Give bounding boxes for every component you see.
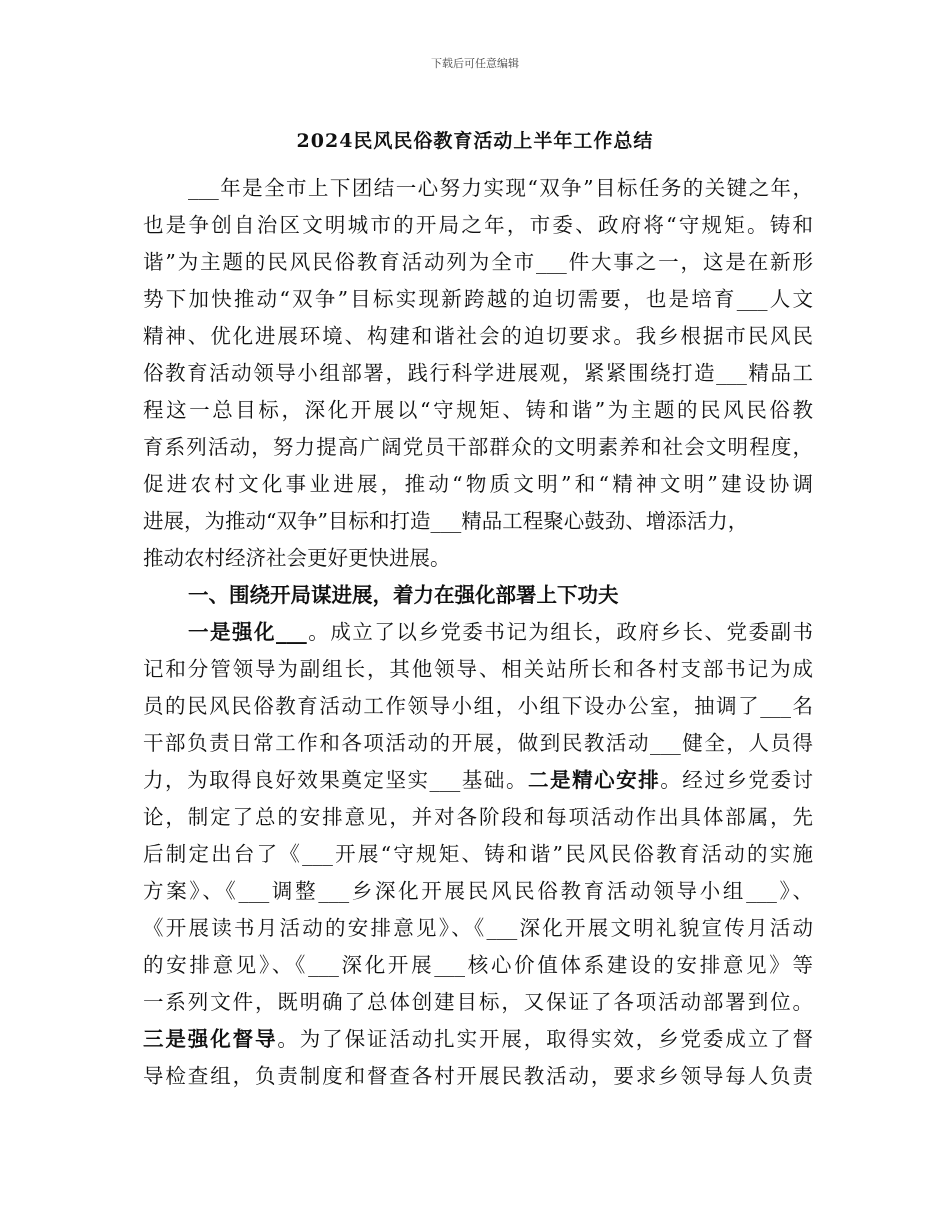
paragraph-line: 一系列文件，既明确了总体创建目标，又保证了各项活动部署到位。: [143, 990, 813, 1014]
bold-lead: 三是强化督导: [143, 1027, 278, 1051]
paragraph-line: 员的民风民俗教育活动工作领导小组，小组下设办公室，抽调了___名: [143, 694, 813, 718]
document-body: [143, 170, 813, 1095]
bold-lead: 一是强化___: [188, 620, 307, 644]
paragraph-line: 俗教育活动领导小组部署，践行科学进展观，紧紧围绕打造___精品工: [143, 361, 813, 385]
paragraph-line: 势下加快推动“双争”目标实现新跨越的迫切需要，也是培育___人文: [143, 287, 813, 311]
paragraph-line: 干部负责日常工作和各项活动的开展，做到民教活动___健全，人员得: [143, 731, 813, 755]
paragraph-line: 的安排意见》、《___深化开展___核心价值体系建设的安排意见》等: [143, 953, 813, 977]
paragraph-line: ___年是全市上下团结一心努力实现“双争”目标任务的关键之年，: [188, 176, 813, 200]
paragraph-line: 育系列活动，努力提高广阔党员干部群众的文明素养和社会文明程度，: [143, 435, 813, 459]
paragraph-line: 论，制定了总的安排意见，并对各阶段和每项活动作出具体部属，先: [143, 805, 813, 829]
bold-lead: 二是精心安排: [527, 768, 661, 792]
paragraph-line: 三是强化督导。为了保证活动扎实开展，取得实效，乡党委成立了督: [143, 1027, 814, 1051]
paragraph-line: 推动农村经济社会更好更快进展。: [143, 546, 451, 570]
paragraph-line: 方案》、《___调整___乡深化开展民风民俗教育活动领导小组___》、: [143, 879, 813, 903]
paragraph-line: 也是争创自治区文明城市的开局之年，市委、政府将“守规矩。铸和: [143, 213, 813, 237]
paragraph-line: 程这一总目标，深化开展以“守规矩、铸和谐”为主题的民风民俗教: [143, 398, 813, 422]
paragraph-line: 精神、优化进展环境、构建和谐社会的迫切要求。我乡根据市民风民: [143, 324, 813, 348]
paragraph-line: 后制定出台了《___开展“守规矩、铸和谐”民风民俗教育活动的实施: [143, 842, 813, 866]
paragraph-line: 促进农村文化事业进展，推动“物质文明”和“精神文明”建设协调: [143, 472, 813, 496]
paragraph-line: 记和分管领导为副组长，其他领导、相关站所长和各村支部书记为成: [143, 657, 813, 681]
header-note: 下载后可任意编辑: [431, 57, 519, 70]
paragraph-line: 力，为取得良好效果奠定坚实___基础。二是精心安排。经过乡党委讨: [143, 768, 814, 792]
paragraph-line: 进展，为推动“双争”目标和打造___精品工程聚心鼓劲、增添活力，: [143, 509, 749, 533]
document-title: 2024民风民俗教育活动上半年工作总结: [296, 130, 654, 152]
paragraph-line: 一是强化___。成立了以乡党委书记为组长，政府乡长、党委副书: [188, 620, 814, 644]
section-heading: 一、围绕开局谋进展，着力在强化部署上下功夫: [188, 583, 619, 607]
paragraph-line: 《开展读书月活动的安排意见》、《___深化开展文明礼貌宣传月活动: [143, 916, 813, 940]
paragraph-line: 导检查组，负责制度和督查各村开展民教活动，要求乡领导每人负责: [143, 1064, 813, 1088]
paragraph-line: 谐”为主题的民风民俗教育活动列为全市___件大事之一，这是在新形: [143, 250, 813, 274]
